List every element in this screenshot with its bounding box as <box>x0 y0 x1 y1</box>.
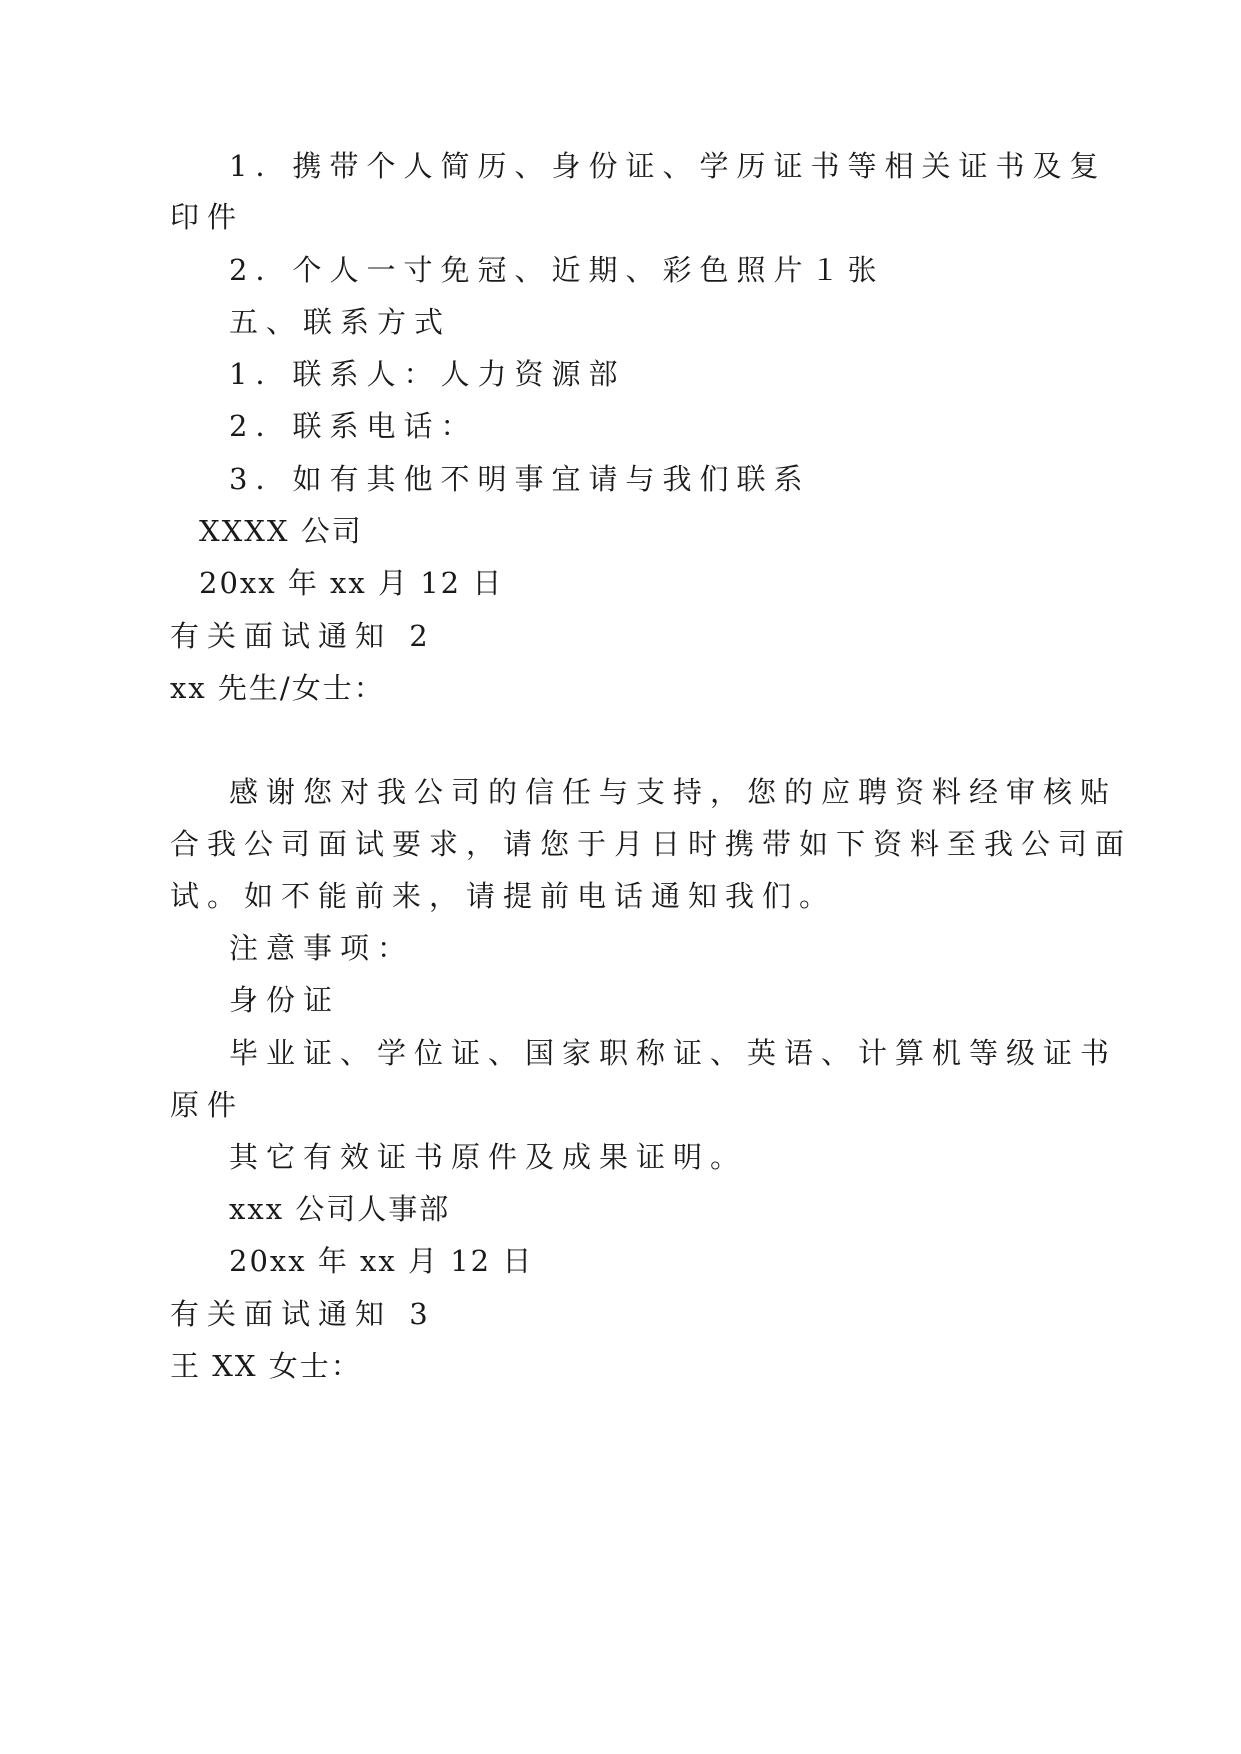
note-certificates-line-1: 毕业证、学位证、国家职称证、英语、计算机等级证书 <box>229 1036 1118 1070</box>
paragraph-item-2: 2．个人一寸免冠、近期、彩色照片１张 <box>229 253 885 287</box>
company-signature: XXXX 公司 <box>199 514 363 548</box>
salutation-3: 王 XX 女士： <box>170 1349 362 1383</box>
paragraph-item-1-line-2: 印件 <box>170 200 245 234</box>
body-line-3: 试。如不能前来，请提前电话通知我们。 <box>170 879 837 913</box>
body-line-2: 合我公司面试要求，请您于月日时携带如下资料至我公司面 <box>170 827 1133 861</box>
section-heading-contact: 五、联系方式 <box>229 305 452 339</box>
date-1: 20xx 年 xx 月 12 日 <box>199 566 504 600</box>
contact-other: 3．如有其他不明事宜请与我们联系 <box>229 462 811 496</box>
date-2: 20xx 年 xx 月 12 日 <box>229 1244 534 1278</box>
paragraph-item-1-line-1: 1．携带个人简历、身份证、学历证书等相关证书及复 <box>229 149 1107 183</box>
note-id-card: 身份证 <box>229 983 341 1017</box>
notice-title-3: 有关面试通知 3 <box>170 1297 436 1331</box>
hr-department-signature: xxx 公司人事部 <box>229 1192 451 1226</box>
note-other-certificates: 其它有效证书原件及成果证明。 <box>229 1140 748 1174</box>
notes-heading: 注意事项： <box>229 931 415 965</box>
note-certificates-line-2: 原件 <box>170 1088 245 1122</box>
salutation-2: xx 先生/女士： <box>170 671 385 705</box>
body-line-1: 感谢您对我公司的信任与支持，您的应聘资料经审核贴 <box>229 775 1118 809</box>
notice-title-2: 有关面试通知 2 <box>170 619 436 653</box>
contact-person: 1．联系人：人力资源部 <box>229 357 626 391</box>
contact-phone: 2．联系电话： <box>229 409 478 443</box>
